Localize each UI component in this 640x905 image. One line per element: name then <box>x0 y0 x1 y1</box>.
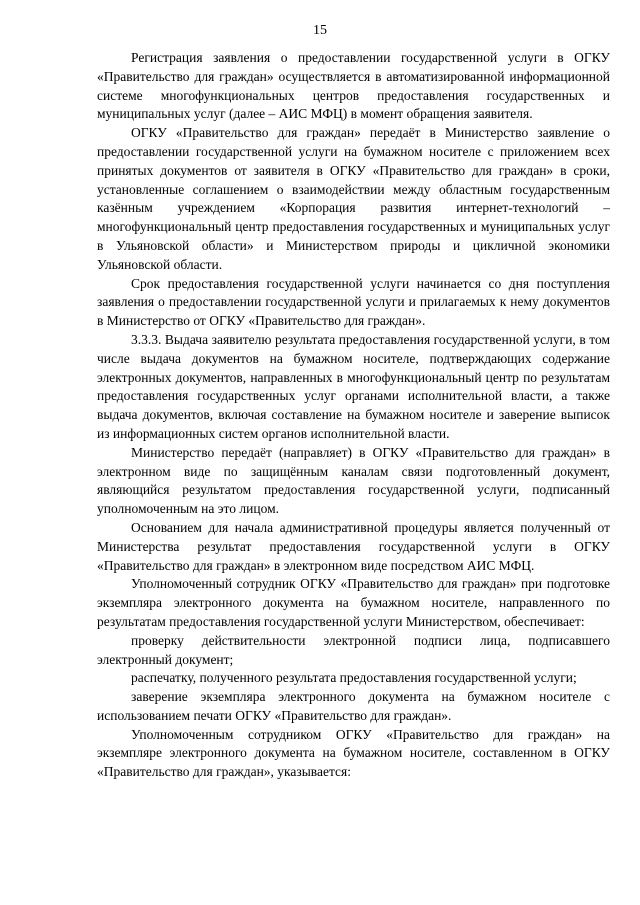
paragraph-registration: Регистрация заявления о предоставлении государственной услуги в ОГКУ «Правительство для граждан» осуществляется в автоматизированной информационной системе многофункциональных центров предоставления государственных и муниципальных услуг (далее – АИС МФЦ) в момент обращения заявителя. <box>97 50 610 122</box>
paragraph-ministry-sends: Министерство передаёт (направляет) в ОГКУ «Правительство для граждан» в электронном виде по защищённым каналам связи подготовленный документ, являющийся результатом предоставления государственной услуги, подписанный уполномоченным на это лицом. <box>97 444 610 517</box>
paragraph-printout: распечатку, полученного результата предоставления государственной услуги; <box>131 670 577 686</box>
paragraph-certification: заверение экземпляра электронного документа на бумажном носителе с использованием печати ОГКУ «Правительство для граждан». <box>97 689 610 723</box>
paragraph-signature-check: проверку действительности электронной подписи лица, подписавшего электронный документ; <box>97 632 610 667</box>
paragraph-indicated: Уполномоченным сотрудником ОГКУ «Правительство для граждан» на экземпляре электронного документа на бумажном носителе, составленном в ОГКУ «Правительство для граждан», указывается: <box>97 726 610 780</box>
document-body <box>97 49 610 782</box>
paragraph-service-term: Срок предоставления государственной услуги начинается со дня поступления заявления о предоставлении государственной услуги и прилагаемых к нему документов в Министерство от ОГКУ «Правительство для граждан». <box>97 275 610 329</box>
paragraph-transfer-to-ministry: ОГКУ «Правительство для граждан» передаёт в Министерство заявление о предоставлении государственной услуги на бумажном носителе с приложением всех принятых документов от заявителя в ОГКУ «Правительство для граждан» в сроки, установленные соглашением о взаимодействии между областным государственным казённым учреждением «Корпорация развития интернет-технологий – многофункциональный центр предоставления государственных и муниципальных услуг в Ульяновской области» и Министерством природы и цикличной экономики Ульяновской области. <box>97 125 610 272</box>
paragraph-procedure-basis: Основанием для начала административной процедуры является полученный от Министерства результат предоставления государственной услуги в ОГКУ «Правительство для граждан» в электронном виде посредством АИС МФЦ. <box>97 519 610 573</box>
paragraph-section-3-3-3: 3.3.3. Выдача заявителю результата предоставления государственной услуги, в том числе выдача документов на бумажном носителе, подтверждающих содержание электронных документов, направленных в многофункциональный центр по результатам предоставления государственных услуг органами исполнительной власти, а также выдача документов, включая составление на бумажном носителе и заверение выписок из информационных систем органов исполнительной власти. <box>97 331 610 441</box>
paragraph-employee-ensures: Уполномоченный сотрудник ОГКУ «Правительство для граждан» при подготовке экземпляра электронного документа на бумажном носителе, направленного по результатам предоставления государственной услуги Министерством, обеспечивает: <box>97 576 610 629</box>
page-number: 15 <box>313 23 327 38</box>
